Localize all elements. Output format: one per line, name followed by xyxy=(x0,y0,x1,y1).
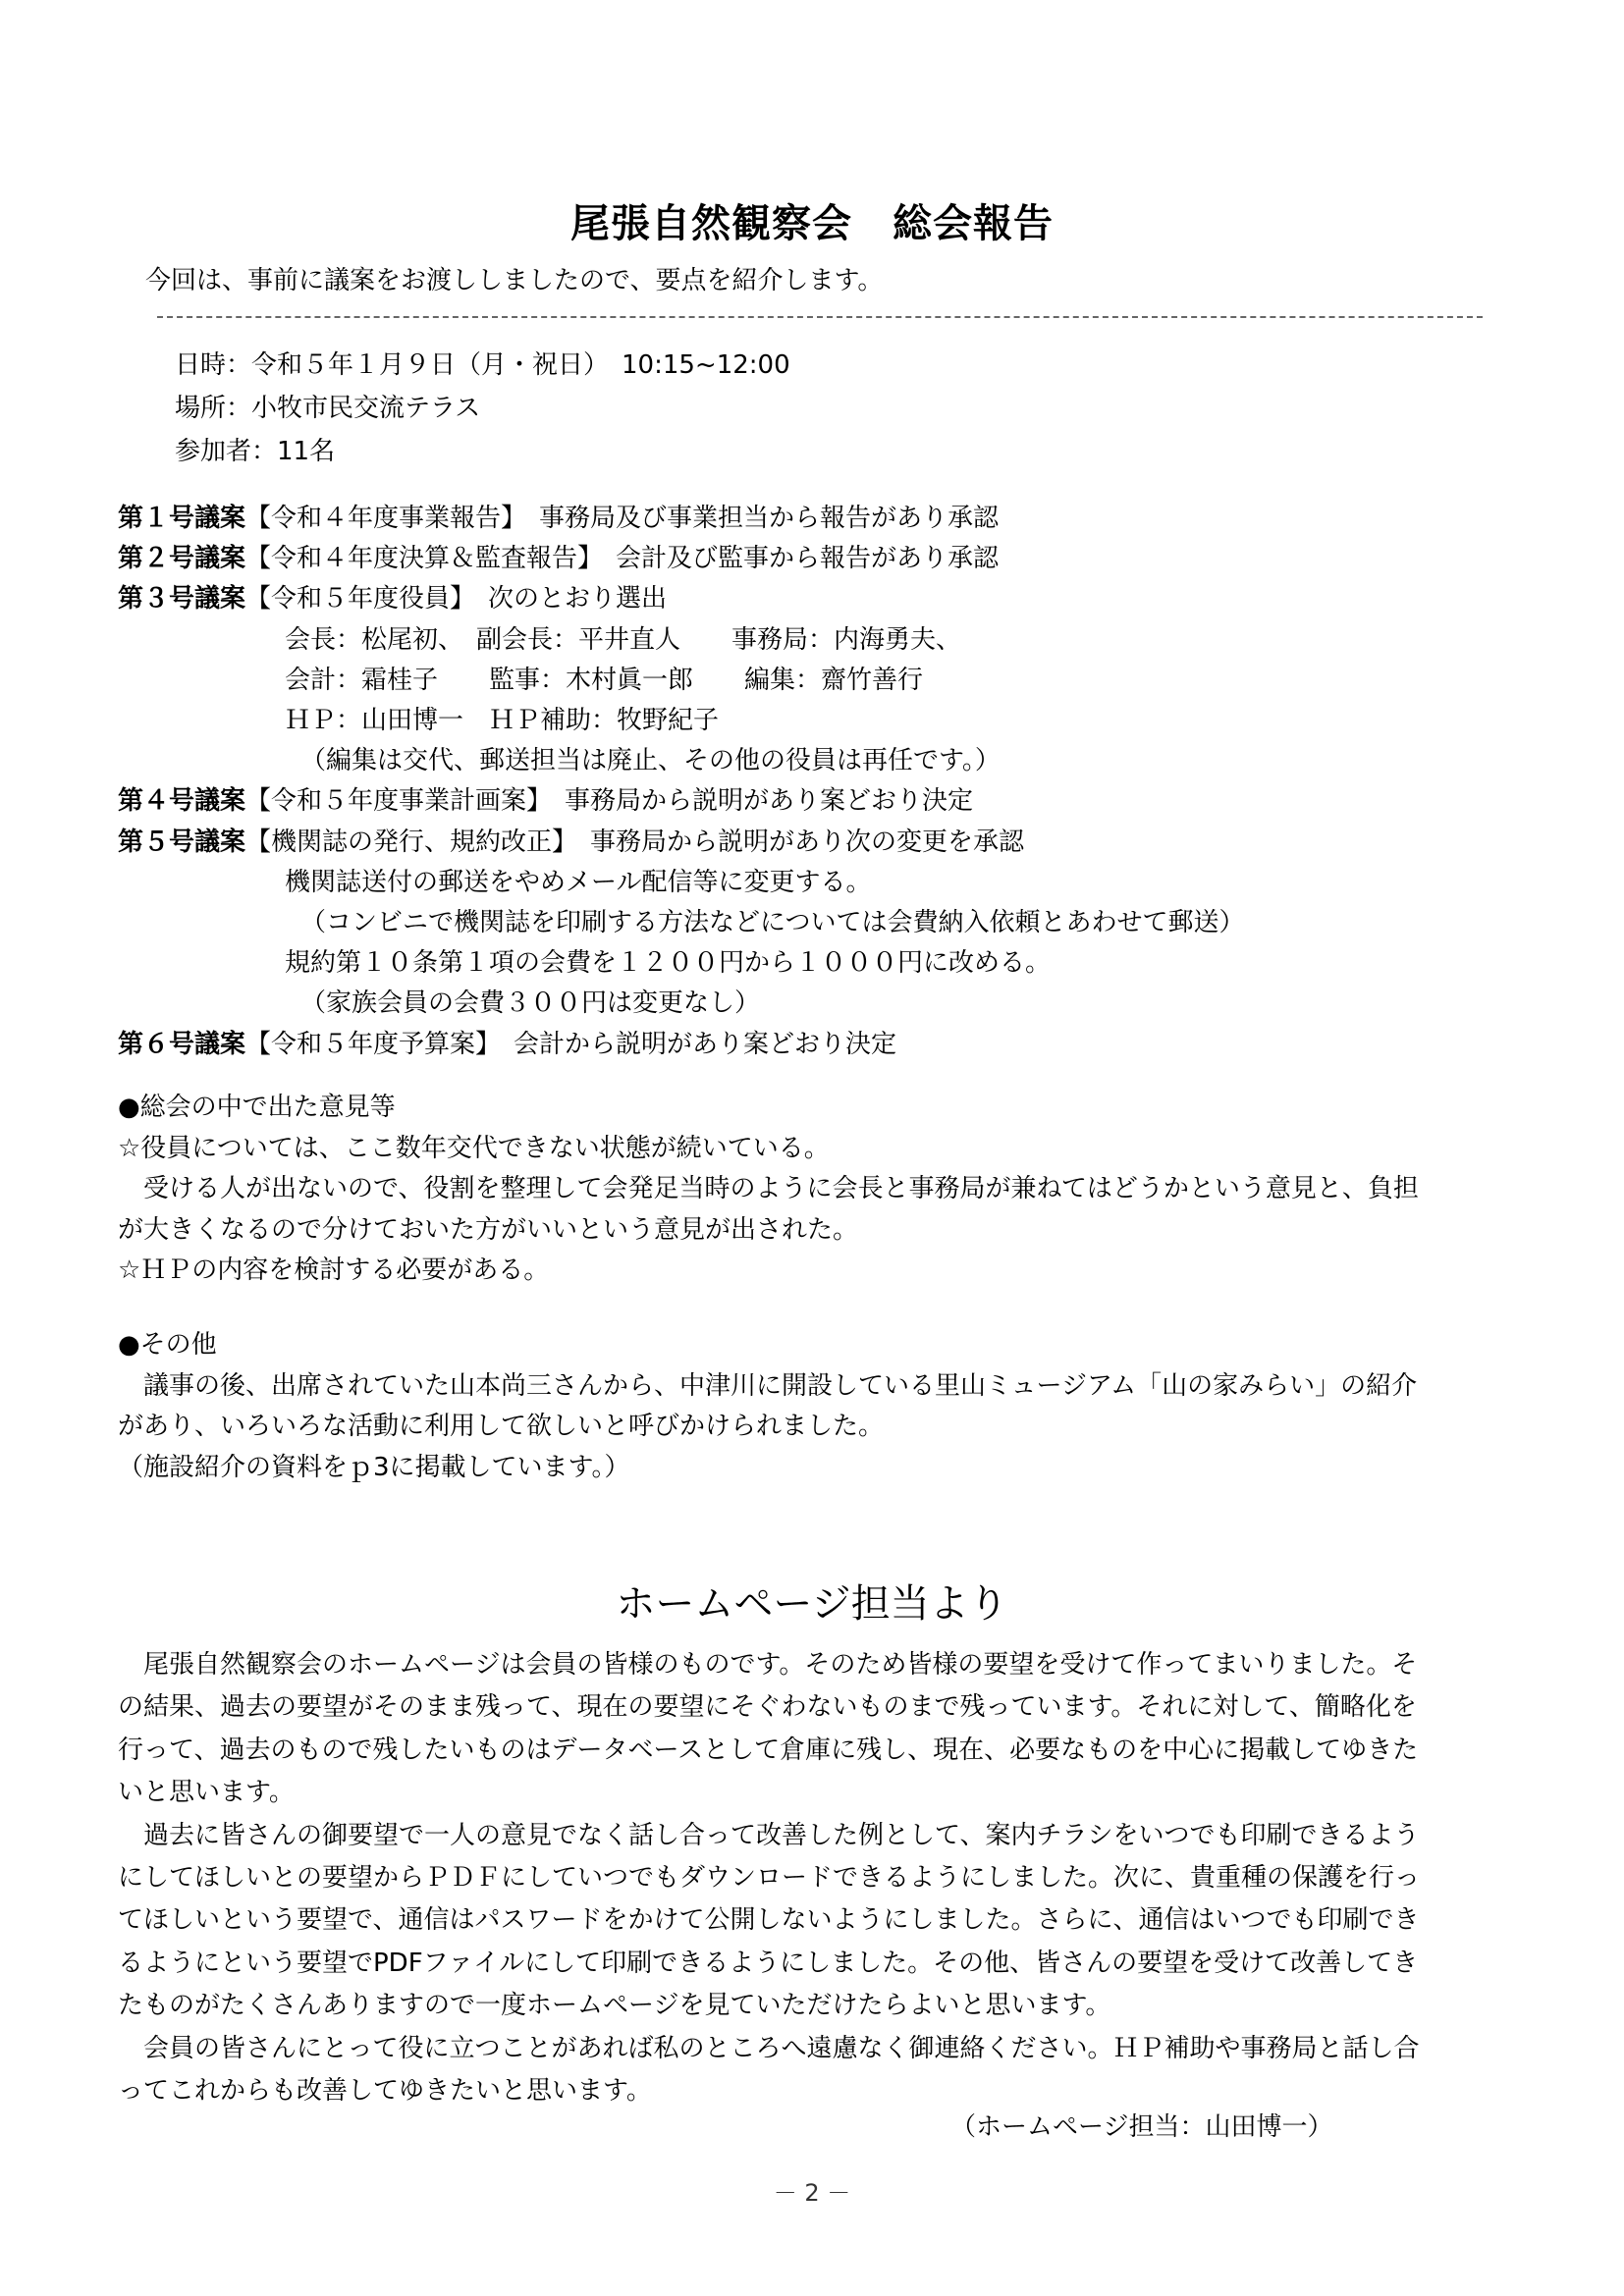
agenda-label: 第２号議案 xyxy=(118,544,246,574)
agenda-detail: 規約第１０条第１項の会費を１２００円から１０００円に改める。 xyxy=(285,948,1052,979)
officer-line: 会計：霜桂子 監事：木村眞一郎 編集：齋竹善行 xyxy=(285,665,924,695)
agenda-text: 【令和５年度予算案】 会計から説明があり案どおり決定 xyxy=(245,1029,897,1059)
homepage-line: 会員の皆さんにとって役に立つことがあれば私のところへ遠慮なく御連絡ください。ＨＰ補助や事務局と話し合 xyxy=(118,2033,1420,2063)
agenda-label: 第４号議案 xyxy=(118,786,246,817)
agenda-item-2 xyxy=(118,539,1244,579)
other-line: があり、いろいろな活動に利用して欲しいと呼びかけられました。 xyxy=(118,1412,885,1441)
agenda-item-3 xyxy=(118,579,1244,619)
homepage-line: 行って、過去のもので残したいものはデータベースとして倉庫に残し、現在、必要なものを中心に掲載してゆきた xyxy=(118,1735,1419,1765)
other-line: （施設紹介の資料をｐ3に掲載しています。） xyxy=(118,1452,630,1482)
opinion-line: ☆ＨＰの内容を検討する必要がある。 xyxy=(118,1255,550,1285)
agenda-detail: （家族会員の会費３００円は変更なし） xyxy=(300,988,761,1019)
agenda-label: 第１号議案 xyxy=(118,504,246,533)
meeting-datetime: 日時：令和５年１月９日（月・祝日） 10:15~12:00 xyxy=(175,350,790,380)
agenda-list xyxy=(118,499,1244,1065)
agenda-item-1 xyxy=(118,499,1244,539)
agenda-label: 第３号議案 xyxy=(118,584,246,614)
agenda-text: 【令和５年度事業計画案】 事務局から説明があり案どおり決定 xyxy=(245,786,974,817)
homepage-title: ホームページ担当より xyxy=(616,1581,1008,1627)
agenda-detail: 機関誌送付の郵送をやめメール配信等に変更する。 xyxy=(285,867,872,897)
officer-line: 会長：松尾初、 副会長：平井直人 事務局：内海勇夫、 xyxy=(285,624,962,655)
report-title: 尾張自然観察会 総会報告 xyxy=(570,201,1054,246)
meeting-attendees: 参加者：11名 xyxy=(175,437,336,466)
meeting-info xyxy=(175,344,790,473)
homepage-line: るようにという要望でPDFファイルにして印刷できるようにしました。その他、皆さんの要望を受けて改善してき xyxy=(118,1948,1419,1978)
officer-note: （編集は交代、郵送担当は廃止、その他の役員は再任です。） xyxy=(300,746,1001,776)
report-intro: 今回は、事前に議案をお渡ししましたので、要点を紹介します。 xyxy=(145,266,884,295)
agenda-text: 【令和５年度役員】 次のとおり選出 xyxy=(245,584,668,614)
opinions-section xyxy=(118,1088,1532,1292)
opinions-heading: ●総会の中で出た意見等 xyxy=(118,1093,396,1122)
homepage-line: たものがたくさんありますので一度ホームページを見ていただけたらよいと思います。 xyxy=(118,1991,1111,2021)
agenda-label: 第５号議案 xyxy=(118,827,246,857)
agenda-text: 【機関誌の発行、規約改正】 事務局から説明があり次の変更を承認 xyxy=(245,827,1025,857)
homepage-body xyxy=(118,1644,1528,2112)
officer-line: ＨＰ：山田博一 ＨＰ補助：牧野紀子 xyxy=(285,706,720,736)
opinion-line: ☆役員については、ここ数年交代できない状態が続いている。 xyxy=(118,1133,830,1163)
homepage-line: 過去に皆さんの御要望で一人の意見でなく話し合って改善した例として、案内チラシをいつでも印刷できるよう xyxy=(118,1820,1420,1850)
page-number: － 2 － xyxy=(773,2179,851,2207)
meeting-place: 場所：小牧市民交流テラス xyxy=(175,394,481,423)
homepage-line: てほしいという要望で、通信はパスワードをかけて公開しないようにしました。さらに、通信はいつでも印刷でき xyxy=(118,1905,1420,1936)
opinion-line: 受ける人が出ないので、役割を整理して会発足当時のように会長と事務局が兼ねてはどうかという意見と、負担 xyxy=(118,1174,1419,1203)
other-line: 議事の後、出席されていた山本尚三さんから、中津川に開設している里山ミュージアム「山の家みらい」の紹介 xyxy=(118,1370,1418,1401)
agenda-text: 【令和４年度決算＆監査報告】 会計及び監事から報告があり承認 xyxy=(245,544,1000,574)
homepage-line: ってこれからも改善してゆきたいと思います。 xyxy=(118,2076,652,2107)
homepage-line: いと思います。 xyxy=(118,1778,295,1808)
agenda-text: 【令和４年度事業報告】 事務局及び事業担当から報告があり承認 xyxy=(245,504,1000,533)
other-section xyxy=(118,1325,1532,1488)
homepage-signature: （ホームページ担当：山田博一） xyxy=(950,2112,1333,2142)
agenda-label: 第６号議案 xyxy=(118,1029,246,1059)
homepage-line: にしてほしいとの要望からＰＤＦにしていつでもダウンロードできるようにしました。次に、貴重種の保護を行っ xyxy=(118,1863,1421,1894)
dashed-divider xyxy=(157,316,1483,318)
opinion-line: が大きくなるので分けておいた方がいいという意見が出された。 xyxy=(118,1214,859,1245)
agenda-item-5 xyxy=(118,823,1244,863)
agenda-item-4 xyxy=(118,781,1244,822)
agenda-detail: （コンビニで機関誌を印刷する方法などについては会費納入依頼とあわせて郵送） xyxy=(300,908,1245,938)
other-heading: ●その他 xyxy=(118,1330,217,1360)
homepage-line: 尾張自然観察会のホームページは会員の皆様のものです。そのため皆様の要望を受けて作ってまいりました。そ xyxy=(118,1650,1418,1680)
homepage-line: の結果、過去の要望がそのまま残って、現在の要望にそぐわないものまで残っています。それに対して、簡略化を xyxy=(118,1692,1417,1723)
agenda-item-6 xyxy=(118,1025,1244,1065)
